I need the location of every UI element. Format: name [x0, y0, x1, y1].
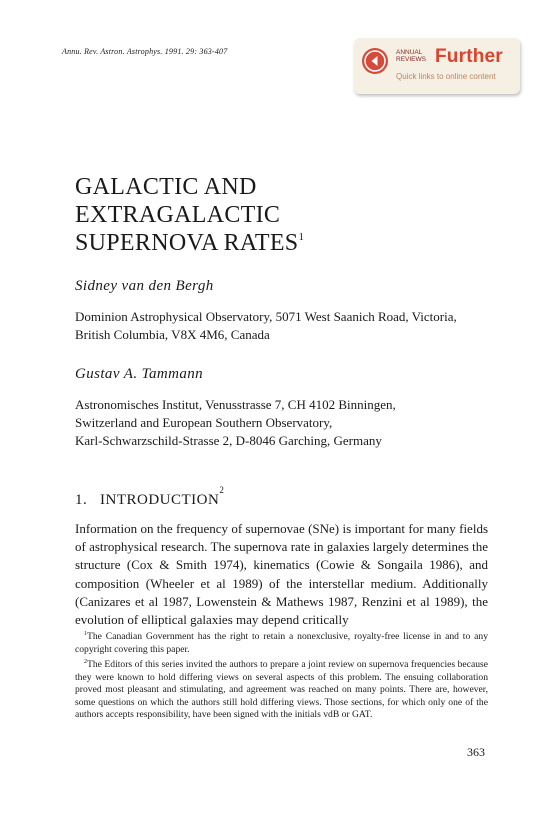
footnote-mark: 1 — [84, 631, 87, 637]
affiliation-line: Dominion Astrophysical Observatory, 5071 West Saanich Road, Victoria, — [75, 309, 457, 324]
title-line: SUPERNOVA RATES$^1$ — [75, 230, 305, 256]
annual-label: ANNUAL — [396, 49, 423, 56]
section-heading — [75, 485, 225, 509]
body-paragraph: Information on the frequency of supernovae (SNe) is important for many fields of astrophysical research. The supernova rate in galaxies largely determines the structure (Cox & Smith 1974), kinematics (Cowie & Songaila 1986), and composition (Wheeler et al 1989) of the interstellar medium. Additionally (Canizares et al 1987, Lowenstein & Mathews 1987, Renzini et al 1989), the evolution of elliptical galaxies may depend critically — [75, 521, 488, 628]
footnote: $^1$The Canadian Government has the right to retain a nonexclusive, royalty-free license in and to any copyright covering this paper. — [75, 631, 488, 655]
affiliation-line: Switzerland and European Southern Observatory, — [75, 415, 333, 430]
further-label: Further — [435, 46, 503, 67]
section-title: INTRODUCTION — [100, 492, 220, 508]
page-number: 363 — [467, 745, 485, 759]
footnotes — [75, 628, 488, 722]
journal-citation: Annu. Rev. Astron. Astrophys. 1991. 29: 363-407 — [62, 47, 228, 56]
article-title — [75, 173, 304, 257]
title-line: EXTRAGALACTIC — [75, 202, 281, 228]
title-line: GALACTIC AND — [75, 174, 257, 200]
author-affiliation — [75, 308, 495, 344]
section-number: 1. — [75, 492, 88, 508]
affiliation-line: Karl-Schwarzschild-Strasse 2, D-8046 Garching, Germany — [75, 433, 382, 448]
quick-links-text[interactable]: Quick links to online content — [396, 72, 496, 81]
footnote: $^2$The Editors of this series invited the authors to prepare a joint review on supernova frequencies because they were known to hold differing views on several aspects of this problem. The ensuing collaboration proved most pleasant and stimulating, and agreement was reached on many points. There are, however, some questions on which the authors still hold differing views. Those sections, for which only one of the authors accepts responsibility, have been signed with the initials vdB or GAT. — [75, 659, 488, 721]
affiliation-line: British Columbia, V8X 4M6, Canada — [75, 327, 270, 342]
play-arrow-icon — [362, 48, 388, 74]
annual-reviews-logo — [396, 49, 426, 63]
section-footnote-mark[interactable]: 2 — [219, 485, 225, 495]
author-name: Sidney van den Bergh — [75, 278, 214, 294]
further-banner[interactable] — [354, 38, 520, 94]
reviews-label: REVIEWS — [396, 56, 426, 63]
affiliation-line: Astronomisches Institut, Venusstrasse 7, CH 4102 Binningen, — [75, 397, 396, 412]
author-affiliation — [75, 396, 495, 450]
title-footnote-mark[interactable]: 1 — [298, 231, 305, 243]
footnote-mark: 2 — [84, 659, 87, 666]
author-name: Gustav A. Tammann — [75, 366, 204, 382]
